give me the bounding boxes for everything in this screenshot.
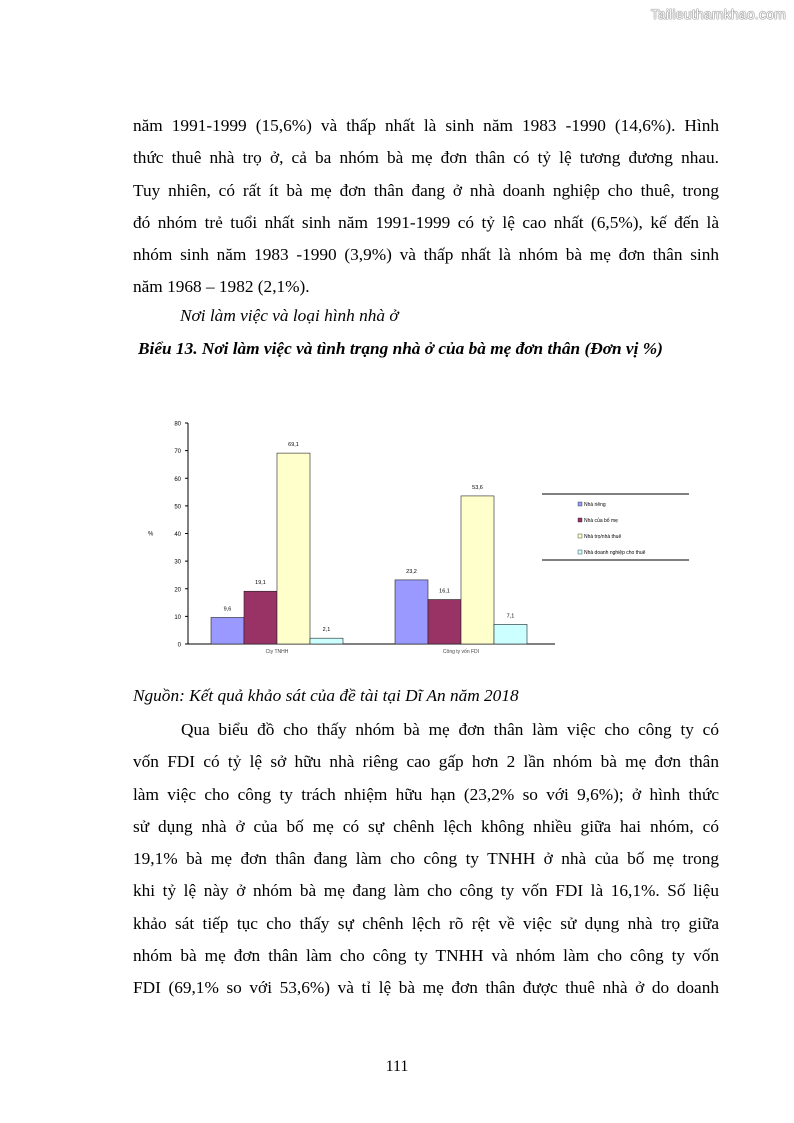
legend-label: Nhà doanh nghiệp cho thuê: [584, 550, 646, 556]
bar-value-label: 7,1: [506, 613, 515, 620]
y-axis-label: %: [148, 531, 154, 538]
y-tick-label: 10: [174, 614, 181, 621]
y-tick-label: 60: [174, 476, 181, 483]
paragraph-2: [133, 714, 719, 1005]
bar: [244, 591, 277, 644]
section-subheading: Nơi làm việc và loại hình nhà ở: [180, 306, 399, 325]
paragraph-line: FDI (69,1% so với 53,6%) và tỉ lệ bà mẹ đơn thân được thuê nhà ở do doanh: [133, 978, 719, 998]
legend-label: Nhà riêng: [584, 502, 606, 508]
chart-caption: Biểu 13. Nơi làm việc và tình trạng nhà ở của bà mẹ đơn thân (Đơn vị %): [138, 339, 663, 358]
watermark: Tailieuthamkhao.com: [650, 6, 786, 22]
y-tick-label: 20: [174, 587, 181, 594]
bar-value-label: 69,1: [288, 442, 299, 449]
paragraph-line: năm 1968 – 1982 (2,1%).: [133, 277, 310, 297]
paragraph-line: thức thuê nhà trọ ở, cả ba nhóm bà mẹ đơn thân có tỷ lệ tương đương nhau.: [133, 148, 719, 168]
bar-value-label: 2,1: [322, 627, 331, 634]
chart-source: Nguồn: Kết quả khảo sát của đề tài tại Dĩ An năm 2018: [133, 686, 519, 705]
paragraph-line: khi tỷ lệ này ở nhóm bà mẹ đang làm cho công ty vốn FDI là 16,1%. Số liệu: [133, 881, 719, 901]
bar-value-label: 19,1: [255, 580, 266, 587]
bar: [428, 600, 461, 644]
paragraph-line: nhóm sinh năm 1983 -1990 (3,9%) và thấp nhất là nhóm bà mẹ đơn thân sinh: [133, 245, 719, 265]
bar: [395, 580, 428, 644]
bar-value-label: 23,2: [406, 568, 417, 575]
paragraph-line: sử dụng nhà ở của bố mẹ có sự chênh lệch không nhiều giữa hai nhóm, có: [133, 816, 719, 836]
bar-chart: [140, 410, 700, 660]
bar: [310, 638, 343, 644]
bar: [277, 453, 310, 644]
legend-swatch: [578, 518, 582, 522]
legend-swatch: [578, 550, 582, 554]
paragraph-line: năm 1991-1999 (15,6%) và thấp nhất là sinh năm 1983 -1990 (14,6%). Hình: [133, 116, 719, 135]
paragraph-line: Tuy nhiên, có rất ít bà mẹ đơn thân đang ở nhà doanh nghiệp cho thuê, trong: [133, 180, 719, 200]
paragraph-line: Qua biểu đồ cho thấy nhóm bà mẹ đơn thân làm việc cho công ty có: [181, 720, 719, 739]
bar-value-label: 53,6: [472, 484, 483, 491]
y-tick-label: 40: [174, 532, 181, 538]
legend-label: Nhà trọ/nhà thuê: [584, 534, 622, 540]
y-tick-label: 70: [174, 449, 181, 456]
paragraph-line: đó nhóm trẻ tuổi nhất sinh năm 1991-1999 có tỷ lệ cao nhất (6,5%), kế đến là: [133, 212, 719, 232]
paragraph-1: [133, 110, 719, 304]
bar-value-label: 9,6: [223, 606, 232, 613]
bar: [494, 624, 527, 644]
legend-label: Nhà của bố mẹ: [584, 518, 618, 524]
paragraph-line: 19,1% bà mẹ đơn thân đang làm cho công ty TNHH ở nhà của bố mẹ trong: [133, 849, 719, 869]
page-number: 111: [385, 1058, 409, 1075]
paragraph-line: vốn FDI có tỷ lệ sở hữu nhà riêng cao gấp hơn 2 lần nhóm bà mẹ đơn thân: [133, 752, 719, 772]
legend-swatch: [578, 502, 582, 506]
y-tick-label: 30: [174, 559, 181, 566]
legend-swatch: [578, 534, 582, 538]
bar-value-label: 16,1: [439, 588, 450, 595]
y-tick-label: 50: [174, 504, 181, 511]
category-label: Công ty vốn FDI: [442, 649, 480, 655]
bar: [211, 617, 244, 644]
y-tick-label: 0: [177, 642, 181, 649]
paragraph-line: làm việc cho công ty trách nhiệm hữu hạn (23,2% so với 9,6%); ở hình thức: [133, 784, 719, 804]
paragraph-line: nhóm bà mẹ đơn thân làm cho công ty TNHH và nhóm làm cho công ty vốn: [133, 946, 719, 966]
category-label: Cty TNHH: [265, 649, 289, 655]
paragraph-line: khảo sát tiếp tục cho thấy sự chênh lệch rõ rệt về việc sử dụng nhà trọ giữa: [133, 913, 719, 933]
y-tick-label: 80: [174, 421, 181, 428]
bar: [461, 496, 494, 644]
